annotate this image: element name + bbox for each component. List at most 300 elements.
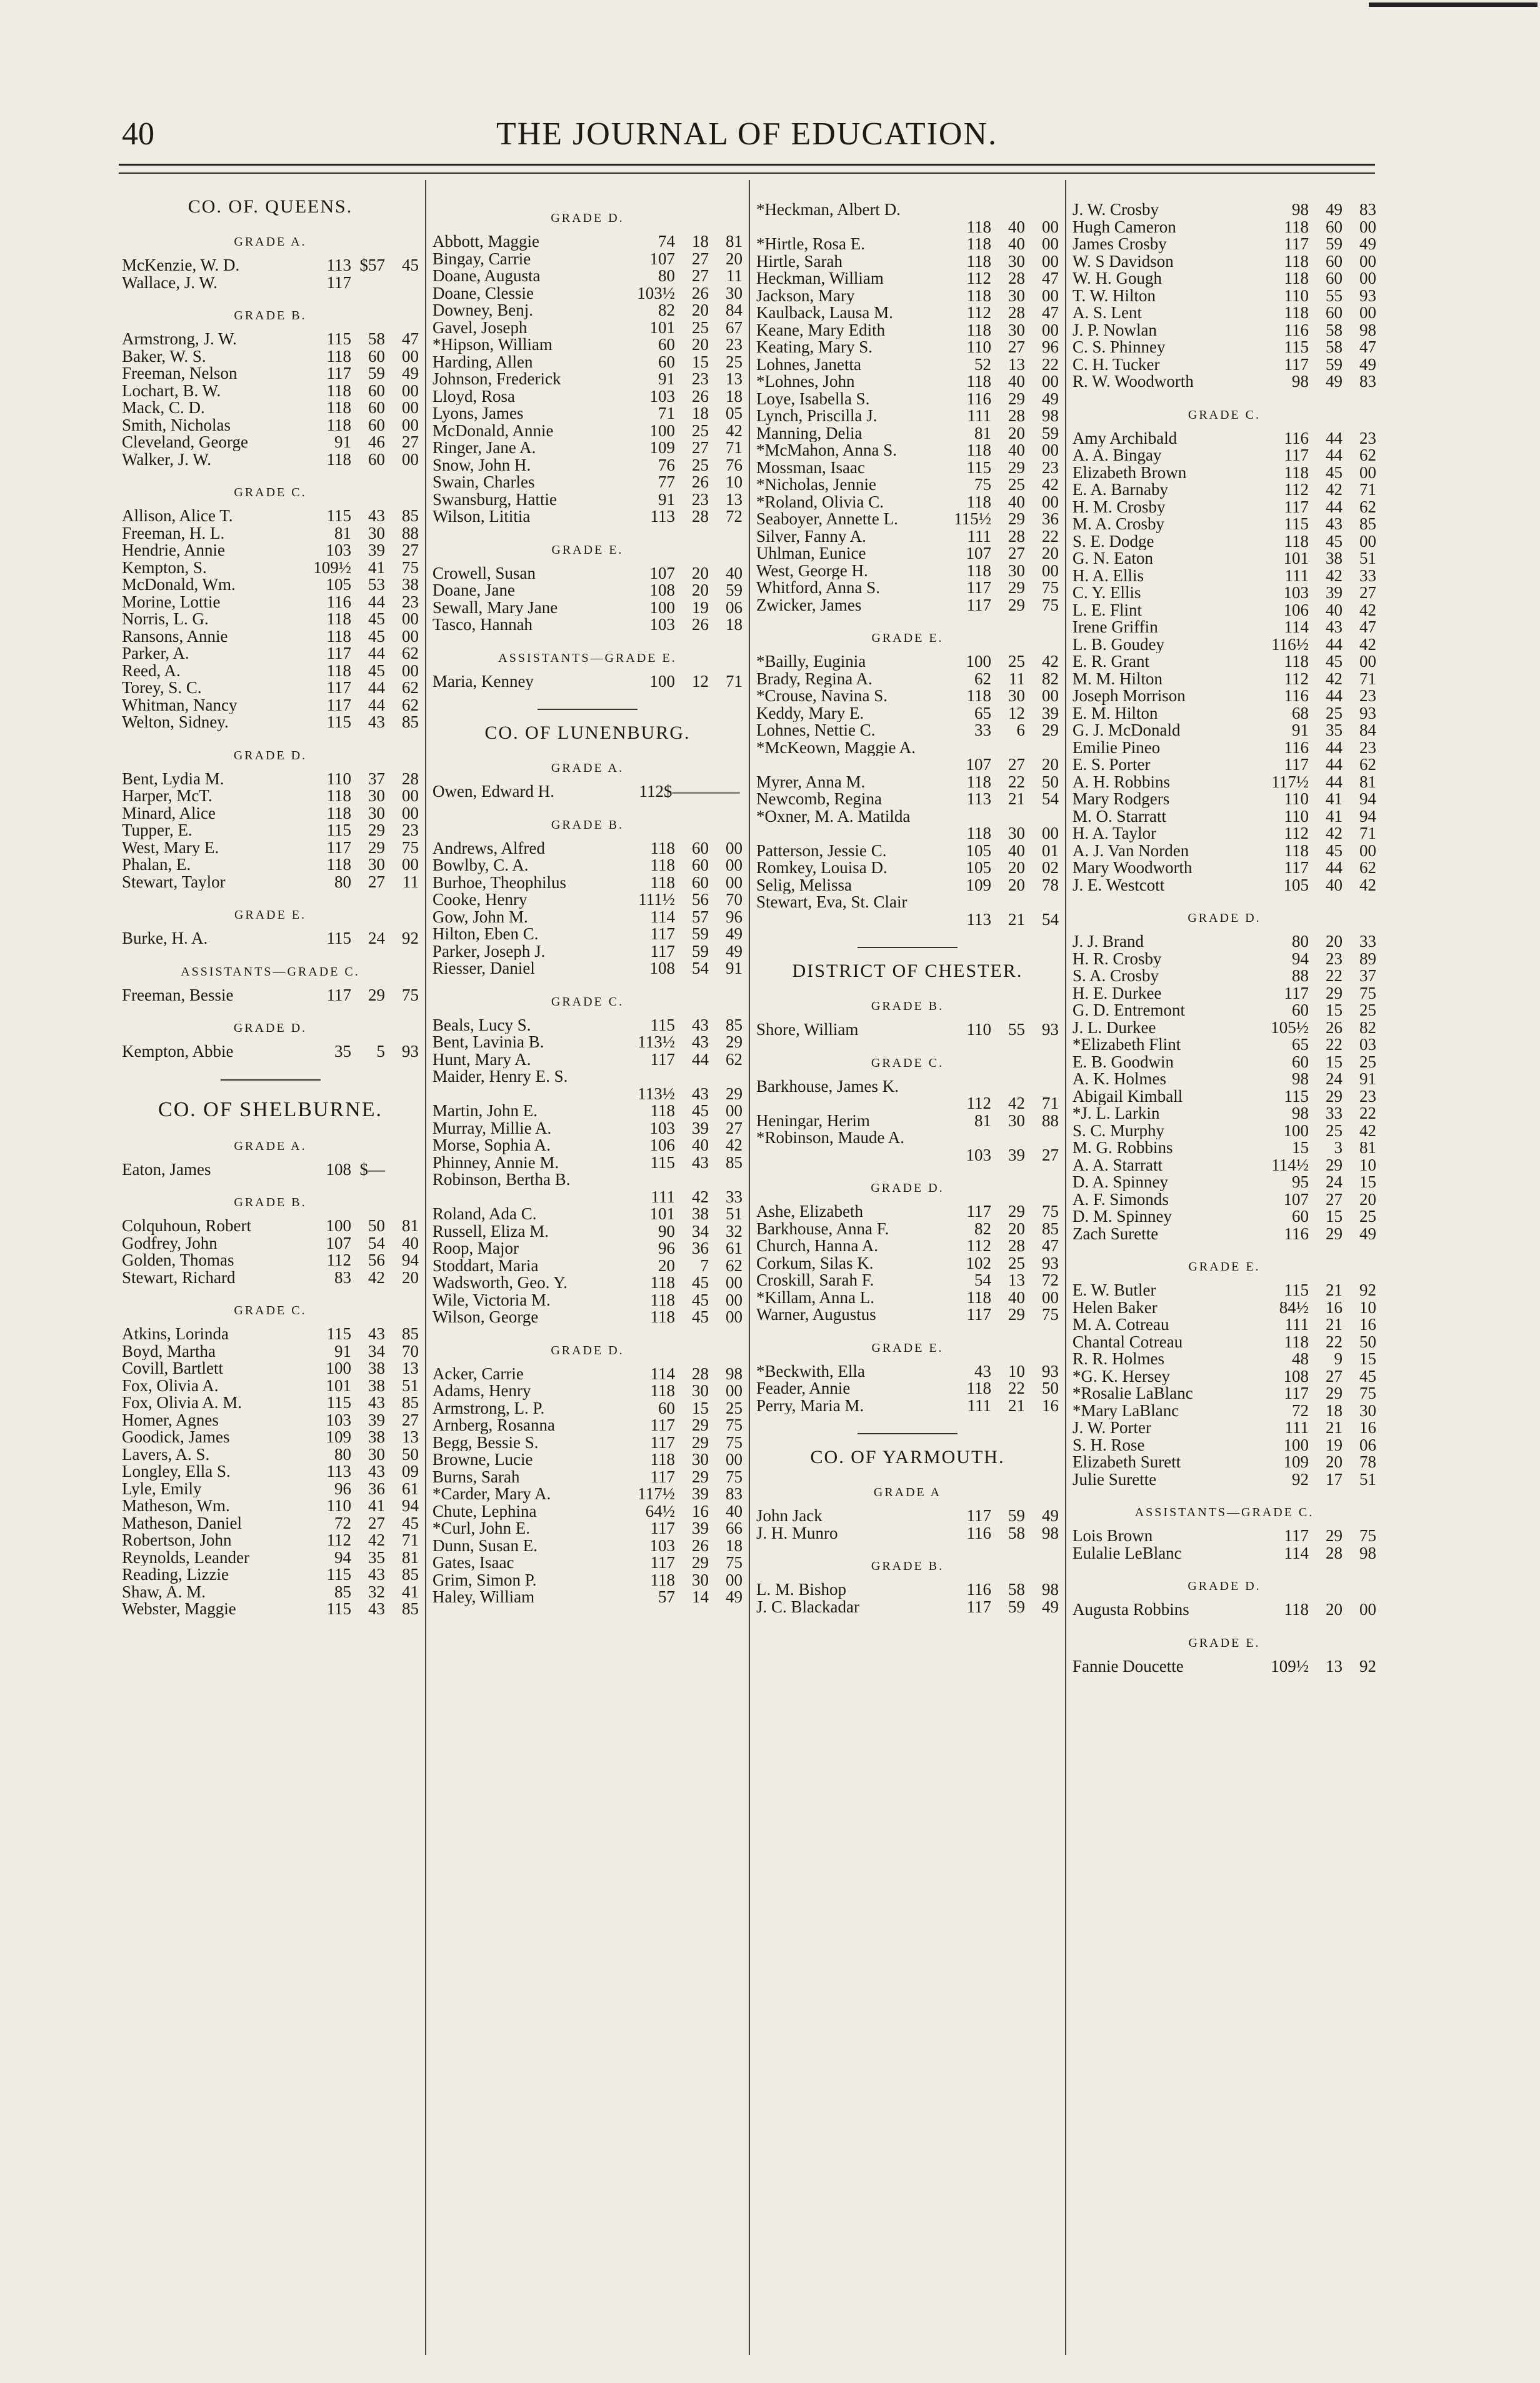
teacher-row [122,1161,419,1179]
days-taught: 72 [1292,1401,1309,1420]
teacher-name: *G. K. Hersey [1072,1367,1170,1385]
teacher-name: J. C. Blackadar [756,1598,859,1616]
amount-cents: 71 [1359,480,1376,499]
amount-dollars: 28 [1008,1236,1025,1255]
teacher-name: A. K. Holmes [1072,1071,1166,1088]
days-taught: 107 [326,1233,351,1252]
amount-cents: 94 [402,1251,419,1269]
amount-cents: 85 [402,1599,419,1618]
teacher-name: Kaulback, Lausa M. [756,304,893,322]
days-taught: 107 [1283,1189,1309,1209]
days-taught: 103½ [637,283,675,302]
amount-cents: 59 [1042,423,1059,442]
teacher-row [756,1397,1059,1415]
days-taught: 68 [1292,703,1309,722]
amount-dollars: 34 [692,1221,709,1241]
amount-cents: 40 [726,563,742,582]
column-1 [119,180,425,2355]
teacher-name: L. M. Bishop [756,1581,847,1599]
amount-cents: 13 [726,489,742,509]
amount-cents: 81 [402,1547,419,1567]
amount-cents: 29 [726,1032,742,1051]
days-taught: 117 [650,941,675,961]
teacher-row [432,1589,742,1606]
amount-cents: 13 [402,1427,419,1446]
amount-dollars: 40 [1008,841,1025,860]
amount-dollars [991,739,1025,757]
amount-dollars: 7 [700,1256,709,1275]
days-taught: 33 [974,721,991,739]
amount-dollars: 29 [1326,1384,1342,1402]
teacher-row [432,1537,742,1555]
amount-cents: 75 [1359,1384,1376,1402]
amount-cents: 50 [402,1444,419,1464]
teacher-name: Homer, Agnes [122,1411,219,1429]
teacher-name: Wilson, Lititia [432,508,531,526]
amount-dollars: 44 [368,592,385,611]
teacher-row [1072,219,1376,236]
days-taught: 100 [649,421,675,440]
amount-cents: 20 [1042,755,1059,774]
teacher-row [1072,1316,1376,1334]
teacher-name: Fox, Olivia A. M. [122,1394,242,1412]
teacher-row [1072,1351,1376,1368]
amount-dollars: 60 [368,449,385,469]
days-taught: 117 [650,1416,675,1434]
days-taught: 116 [966,1523,991,1542]
grade-heading: GRADE D. [1188,911,1261,925]
teacher-name: Atkins, Lorinda [122,1326,229,1343]
amount-cents: 75 [1042,1202,1059,1221]
teacher-row [432,1451,742,1469]
teacher-name [432,1189,636,1206]
teacher-row [756,1221,1059,1238]
days-taught: 118 [326,609,351,628]
teacher-row [432,1554,742,1572]
amount-dollars: 39 [368,1410,385,1429]
amount-cents: 05 [726,404,742,422]
amount-dollars: 27 [1008,337,1025,356]
amount-cents: 93 [1042,1361,1059,1381]
teacher-name: Croskill, Sarah F. [756,1272,874,1289]
amount-cents: 83 [726,1484,742,1503]
days-taught: 113 [326,256,351,274]
teacher-name: Andrews, Alfred [432,839,545,857]
teacher-row [756,1255,1059,1272]
teacher-row [122,697,419,714]
amount-cents: 20 [402,1267,419,1287]
amount-dollars: 16 [692,1501,709,1521]
amount-cents: 09 [402,1462,419,1481]
amount-cents: 23 [1359,686,1376,705]
days-taught: 118 [650,1273,675,1292]
amount-cents: 18 [726,615,742,634]
amount-cents: 25 [1359,1001,1376,1019]
teacher-name: Wile, Victoria M. [432,1291,551,1309]
days-taught: 116 [966,389,991,408]
amount-cents: 00 [1042,824,1059,842]
amount-cents: 23 [402,592,419,611]
grade-heading: GRADE E. [1188,1636,1261,1650]
teacher-name: Corkum, Silas K. [756,1254,874,1272]
days-taught: 103 [1283,583,1309,602]
days-taught: 98 [1292,372,1309,391]
teacher-name: Baker, W. S. [122,347,206,365]
amount-cents: 75 [1359,983,1376,1002]
days-taught: 91 [1292,721,1309,739]
amount-cents: 00 [726,1307,742,1326]
days-taught: 109 [326,1427,351,1446]
days-taught: 118 [650,1290,675,1309]
teacher-row [756,373,1059,391]
teacher-row [1072,636,1376,654]
amount-cents: 33 [1359,932,1376,951]
teacher-row [1072,1174,1376,1191]
teacher-name: Seaboyer, Annette L. [756,511,898,528]
days-taught: 118 [326,803,351,822]
amount-cents: 75 [402,837,419,857]
teacher-row [122,1549,419,1567]
teacher-name: Phalan, E. [122,856,191,874]
amount-cents [709,1171,742,1189]
days-taught: 115 [326,329,351,348]
amount-dollars: 19 [1326,1435,1342,1454]
teacher-row [756,219,1059,236]
amount-cents: 78 [1359,1452,1376,1471]
teacher-row [122,1252,419,1269]
amount-dollars: 25 [692,317,709,337]
amount-cents: 47 [1042,269,1059,287]
teacher-name: Downey, Benj. [432,302,533,319]
teacher-row [756,671,1059,688]
teacher-name: Godfrey, John [122,1234,218,1252]
amount-dollars: 43 [368,1462,385,1481]
teacher-name: E. M. Hilton [1072,704,1158,722]
days-taught [952,739,991,757]
teacher-name: Fox, Olivia A. [122,1377,219,1394]
teacher-row [432,422,742,440]
amount-cents: 00 [1042,217,1059,236]
teacher-row [756,339,1059,356]
days-taught: 107 [966,755,991,774]
grade-heading: GRADE A. [551,761,624,775]
teacher-name: *McMahon, Anna S. [756,442,897,459]
amount-cents: 49 [726,941,742,961]
teacher-row [1072,236,1376,253]
teacher-row [1072,859,1376,877]
teacher-name: Kempton, Abbie [122,1043,234,1061]
teacher-row [122,525,419,542]
amount-cents: 06 [726,597,742,617]
teacher-name: Augusta Robbins [1072,1601,1189,1619]
teacher-name: Torey, S. C. [122,679,202,697]
teacher-name: Freeman, H. L. [122,524,225,542]
amount-dollars: 6 [1016,721,1025,739]
teacher-name: Chantal Cotreau [1072,1333,1183,1351]
days-taught: 118 [1284,269,1309,287]
amount-cents: 00 [1042,1287,1059,1307]
amount-cents: 16 [1359,1315,1376,1334]
teacher-name: Tupper, E. [122,822,192,839]
amount-dollars: 59 [692,924,709,943]
days-and-amount: 112$———— [639,782,740,801]
teacher-name: C. H. Tucker [1072,356,1160,373]
amount-dollars: 30 [368,1444,385,1464]
teacher-row [756,579,1059,597]
amount-cents: 71 [1359,824,1376,842]
teacher-row [1072,1002,1376,1019]
amount-cents: 82 [1042,669,1059,688]
teacher-name: McKenzie, W. D. [122,257,240,274]
county-heading: DISTRICT OF CHESTER. [792,961,1023,981]
amount-dollars: 60 [692,856,709,874]
days-taught: 94 [334,1547,351,1567]
days-taught: 115 [326,1565,351,1584]
grade-heading: GRADE D. [551,211,624,225]
amount-cents: 00 [1359,1600,1376,1619]
amount-cents: 75 [1359,1526,1376,1545]
teacher-row [756,597,1059,614]
amount-dollars: 42 [368,1531,385,1549]
amount-cents: 96 [726,907,742,926]
teacher-row [432,1068,742,1086]
days-taught: 117 [1284,755,1309,774]
amount-dollars: 44 [368,644,385,662]
days-taught: 117 [1284,354,1309,374]
teacher-name [756,1147,952,1164]
grade-heading: GRADE C. [1188,407,1261,422]
teacher-row [756,1289,1059,1307]
amount-cents: 47 [1042,1236,1059,1255]
teacher-name: Hugh Cameron [1072,218,1176,236]
teacher-name: Mack, C. D. [122,399,205,417]
amount-cents: 23 [726,335,742,354]
days-taught: 117 [1284,1384,1309,1402]
amount-dollars: 40 [1008,234,1025,253]
amount-cents: 13 [402,1359,419,1377]
amount-cents: 30 [1359,1401,1376,1420]
teacher-row [1072,481,1376,499]
amount-dollars: 29 [368,985,385,1004]
days-taught: 105 [326,575,351,594]
teacher-row [432,1171,742,1189]
teacher-row [122,417,419,434]
amount-cents: 62 [726,1256,742,1275]
days-taught: 117 [1284,234,1309,253]
teacher-name: Martin, John E. [432,1102,538,1120]
teacher-name: Lloyd, Rosa [432,387,515,405]
amount-cents: 50 [1042,772,1059,791]
teacher-name: Doane, Jane [432,582,515,599]
amount-cents: 85 [726,1015,742,1034]
teacher-name: Irene Griffin [1072,619,1158,636]
teacher-row [432,508,742,526]
amount-cents: 10 [1359,1155,1376,1174]
days-taught: 105½ [1271,1017,1309,1037]
amount-cents: 23 [402,821,419,839]
amount-cents: 45 [402,256,419,274]
teacher-name: Eaton, James [122,1161,211,1178]
teacher-name: Smith, Nicholas [122,416,231,434]
teacher-row [432,405,742,422]
teacher-row [1072,1208,1376,1226]
amount-dollars: 42 [1326,566,1342,585]
teacher-row [122,787,419,805]
amount-cents: 81 [726,232,742,251]
teacher-name: Keating, Mary S. [756,339,872,356]
days-taught: 111 [651,1187,675,1206]
amount-dollars: 42 [368,1267,385,1287]
teacher-name: H. E. Durkee [1072,984,1162,1002]
days-taught: 60 [658,1398,675,1417]
amount-dollars: 43 [1326,617,1342,636]
amount-cents: 32 [726,1221,742,1241]
grade-heading: ASSISTANTS—GRADE E. [498,651,677,665]
teacher-name: Swansburg, Hattie [432,491,557,508]
teacher-row [432,474,742,491]
days-taught: 71 [658,404,675,422]
teacher-name: Murray, Millie A. [432,1119,552,1137]
teacher-row [122,1343,419,1361]
amount-cents: 42 [726,421,742,440]
teacher-name: G. J. McDonald [1072,722,1181,739]
amount-dollars: 30 [1008,824,1025,842]
teacher-row [1072,1658,1376,1676]
amount-cents: 42 [1042,475,1059,494]
amount-cents: 76 [726,455,742,474]
amount-dollars: 44 [1326,497,1342,516]
days-taught: 118 [966,1287,991,1307]
amount-cents: 71 [1359,669,1376,688]
grade-heading: GRADE B. [871,1559,944,1573]
amount-dollars: 39 [692,1484,709,1503]
days-taught: 118 [966,441,991,459]
days-taught: 115 [326,1324,351,1343]
teacher-row [1072,339,1376,356]
teacher-name: John Jack [756,1507,822,1525]
teacher-row [1072,1122,1376,1140]
amount-dollars: $— [359,1159,385,1179]
days-taught: 102 [966,1253,991,1272]
teacher-name: Shaw, A. M. [122,1583,206,1601]
days-taught: 117 [326,644,351,662]
days-taught: 117 [1284,983,1309,1002]
amount-dollars: 60 [368,415,385,434]
days-taught: 118 [650,856,675,874]
amount-dollars: 27 [692,438,709,457]
teacher-row [756,705,1059,722]
teacher-row [432,371,742,388]
days-taught: 118 [326,786,351,805]
amount-dollars: 45 [368,626,385,646]
grade-heading: GRADE B. [551,817,624,832]
days-taught: 118 [966,1379,991,1397]
teacher-name: Goodick, James [122,1429,230,1446]
amount-cents: 00 [1042,441,1059,459]
days-taught: 111 [1284,566,1309,585]
teacher-row [432,251,742,268]
teacher-name: Maider, Henry E. S. [432,1068,568,1086]
days-taught: 117 [326,837,351,857]
teacher-row [1072,756,1376,774]
amount-dollars: 28 [692,507,709,526]
teacher-row [432,1240,742,1257]
teacher-row [756,1021,1059,1039]
teacher-row [756,304,1059,322]
teacher-row [1072,687,1376,705]
amount-dollars [675,1068,709,1086]
teacher-row [756,756,1059,774]
amount-dollars: 30 [692,1450,709,1469]
journal-title: THE JOURNAL OF EDUCATION. [496,116,998,152]
teacher-row [1072,584,1376,602]
teacher-row [432,1017,742,1034]
teacher-row [1072,1139,1376,1157]
scan-edge-mark [1369,2,1538,7]
amount-dollars: 41 [368,1496,385,1515]
teacher-name: A. F. Simonds [1072,1191,1169,1208]
teacher-name: M. O. Starratt [1072,807,1166,825]
days-taught [952,1129,991,1147]
days-taught: 106 [649,1136,675,1154]
teacher-row [122,930,419,947]
teacher-row [1072,1088,1376,1106]
amount-dollars: 29 [1326,1086,1342,1106]
days-taught: 118 [650,1101,675,1120]
amount-dollars: 24 [368,929,385,947]
teacher-row [1072,567,1376,585]
teacher-row [1072,201,1376,219]
amount-cents: 00 [726,872,742,892]
teacher-row [432,233,742,251]
amount-cents: 16 [1359,1418,1376,1437]
days-taught: 103 [649,615,675,634]
amount-cents: 00 [726,1570,742,1589]
days-taught: 118 [650,838,675,857]
amount-dollars: 43 [368,506,385,525]
column-3 [749,180,1065,2355]
grade-heading: ASSISTANTS—GRADE C. [1134,1506,1314,1519]
teacher-row [1072,791,1376,808]
teacher-row [432,1572,742,1589]
teacher-row [1072,1419,1376,1437]
days-taught: 60 [1292,1052,1309,1071]
teacher-row [432,319,742,337]
teacher-name: Patterson, Jessie C. [756,842,887,859]
days-taught: 118 [326,449,351,469]
teacher-row [1072,253,1376,271]
amount-dollars: 19 [692,597,709,617]
amount-dollars: 42 [692,1187,709,1206]
amount-cents: 78 [1042,875,1059,894]
amount-cents: 61 [726,1239,742,1257]
teacher-name: Morine, Lottie [122,593,221,611]
amount-dollars: 40 [1326,875,1342,894]
amount-cents: 00 [402,661,419,680]
days-taught: 116 [1284,686,1309,705]
amount-dollars: 57 [692,907,709,926]
teacher-row [1072,808,1376,826]
amount-dollars: 44 [1326,446,1342,464]
amount-cents [1025,1129,1059,1147]
days-taught: 112 [1284,669,1309,688]
amount-cents: 81 [1359,1138,1376,1157]
days-taught: 118 [326,415,351,434]
teacher-name: Lyle, Emily [122,1480,202,1497]
teacher-name: Eulalie LeBlanc [1072,1544,1182,1562]
teacher-row [756,1272,1059,1289]
teacher-name [756,1095,952,1112]
